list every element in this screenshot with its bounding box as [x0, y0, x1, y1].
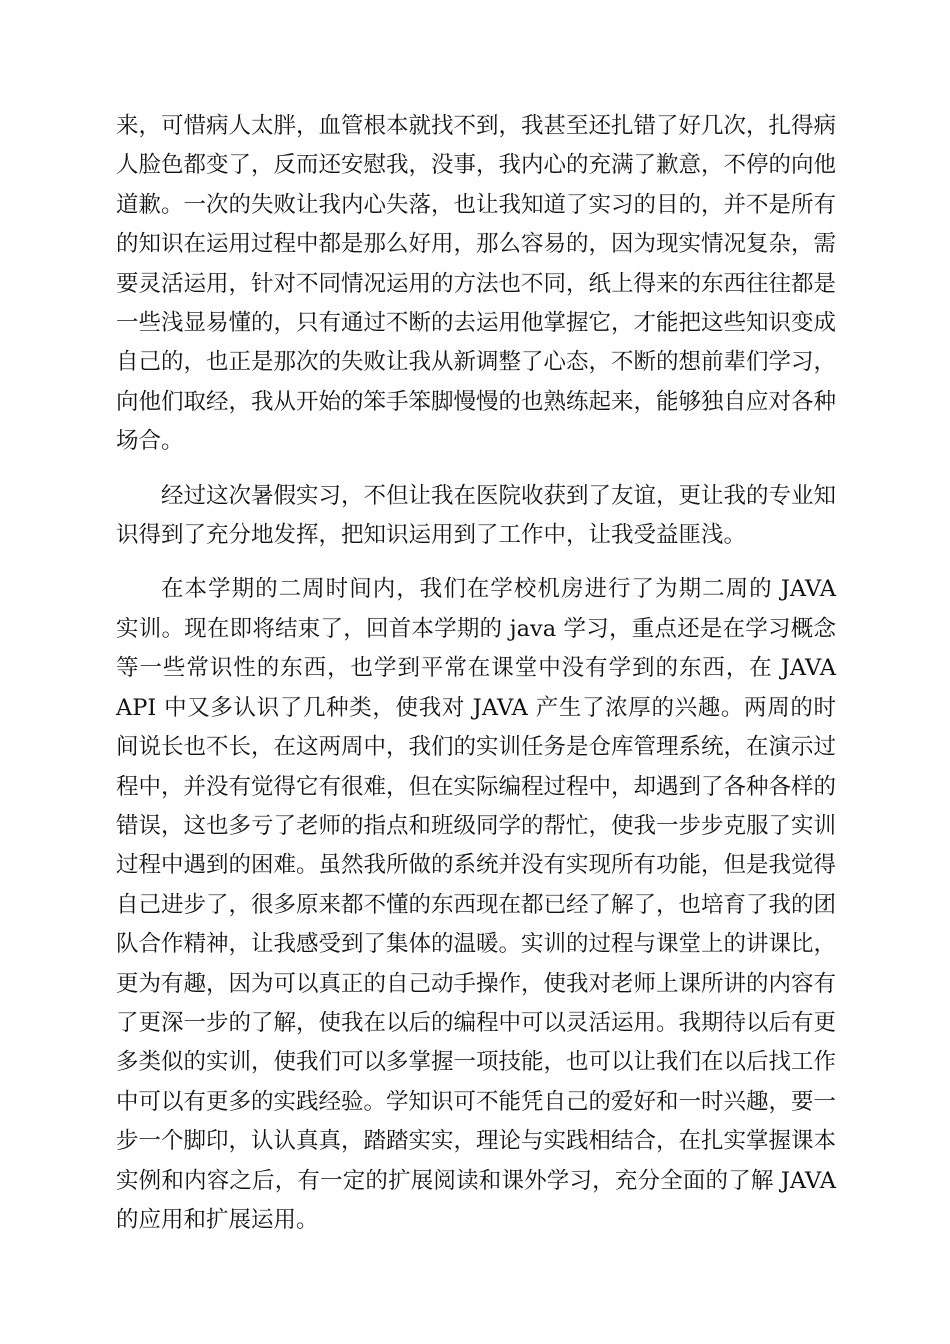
document-page: [116, 107, 836, 1240]
body-paragraph-2: 经过这次暑假实习，不但让我在医院收获到了友谊，更让我的专业知识得到了充分地发挥，把知识运用到了工作中，让我受益匪浅。: [116, 482, 837, 549]
body-paragraph-3: 在本学期的二周时间内，我们在学校机房进行了为期二周的 JAVA 实训。现在即将结束了，回首本学期的 java 学习，重点还是在学习概念等一些常识性的东西，也学到平常在课堂中没有学到的东西，在 JAVA API 中又多认识了几种类，使我对 JAVA 产生了浓厚的兴趣。两周的时间说长也不长，在这两周中，我们的实训任务是仓库管理系统，在演示过程中，并没有觉得它有很难，但在实际编程过程中，却遇到了各种各样的错误，这也多亏了老师的指点和班级同学的帮忙，使我一步步克服了实训过程中遇到的困难。虽然我所做的系统并没有实现所有功能，但是我觉得自己进步了，很多原来都不懂的东西现在都已经了解了，也培育了我的团队合作精神，让我感受到了集体的温暖。实训的过程与课堂上的讲课比，更为有趣，因为可以真正的自己动手操作，使我对老师上课所讲的内容有了更深一步的了解，使我在以后的编程中可以灵活运用。我期待以后有更多类似的实训，使我们可以多掌握一项技能，也可以让我们在以后找工作中可以有更多的实践经验。学知识可不能凭自己的爱好和一时兴趣，要一步一个脚印，认认真真，踏踏实实，理论与实践相结合，在扎实掌握课本实例和内容之后，有一定的扩展阅读和课外学习，充分全面的了解 JAVA 的应用和扩展运用。: [116, 576, 837, 1233]
body-paragraph-1: 来，可惜病人太胖，血管根本就找不到，我甚至还扎错了好几次，扎得病人脸色都变了，反而还安慰我，没事，我内心的充满了歉意，不停的向他道歉。一次的失败让我内心失落，也让我知道了实习的目的，并不是所有的知识在运用过程中都是那么好用，那么容易的，因为现实情况复杂，需要灵活运用，针对不同情况运用的方法也不同，纸上得来的东西往往都是一些浅显易懂的，只有通过不断的去运用他掌握它，才能把这些知识变成自己的，也正是那次的失败让我从新调整了心态，不断的想前辈们学习，向他们取经，我从开始的笨手笨脚慢慢的也熟练起来，能够独自应对各种场合。: [116, 113, 837, 455]
